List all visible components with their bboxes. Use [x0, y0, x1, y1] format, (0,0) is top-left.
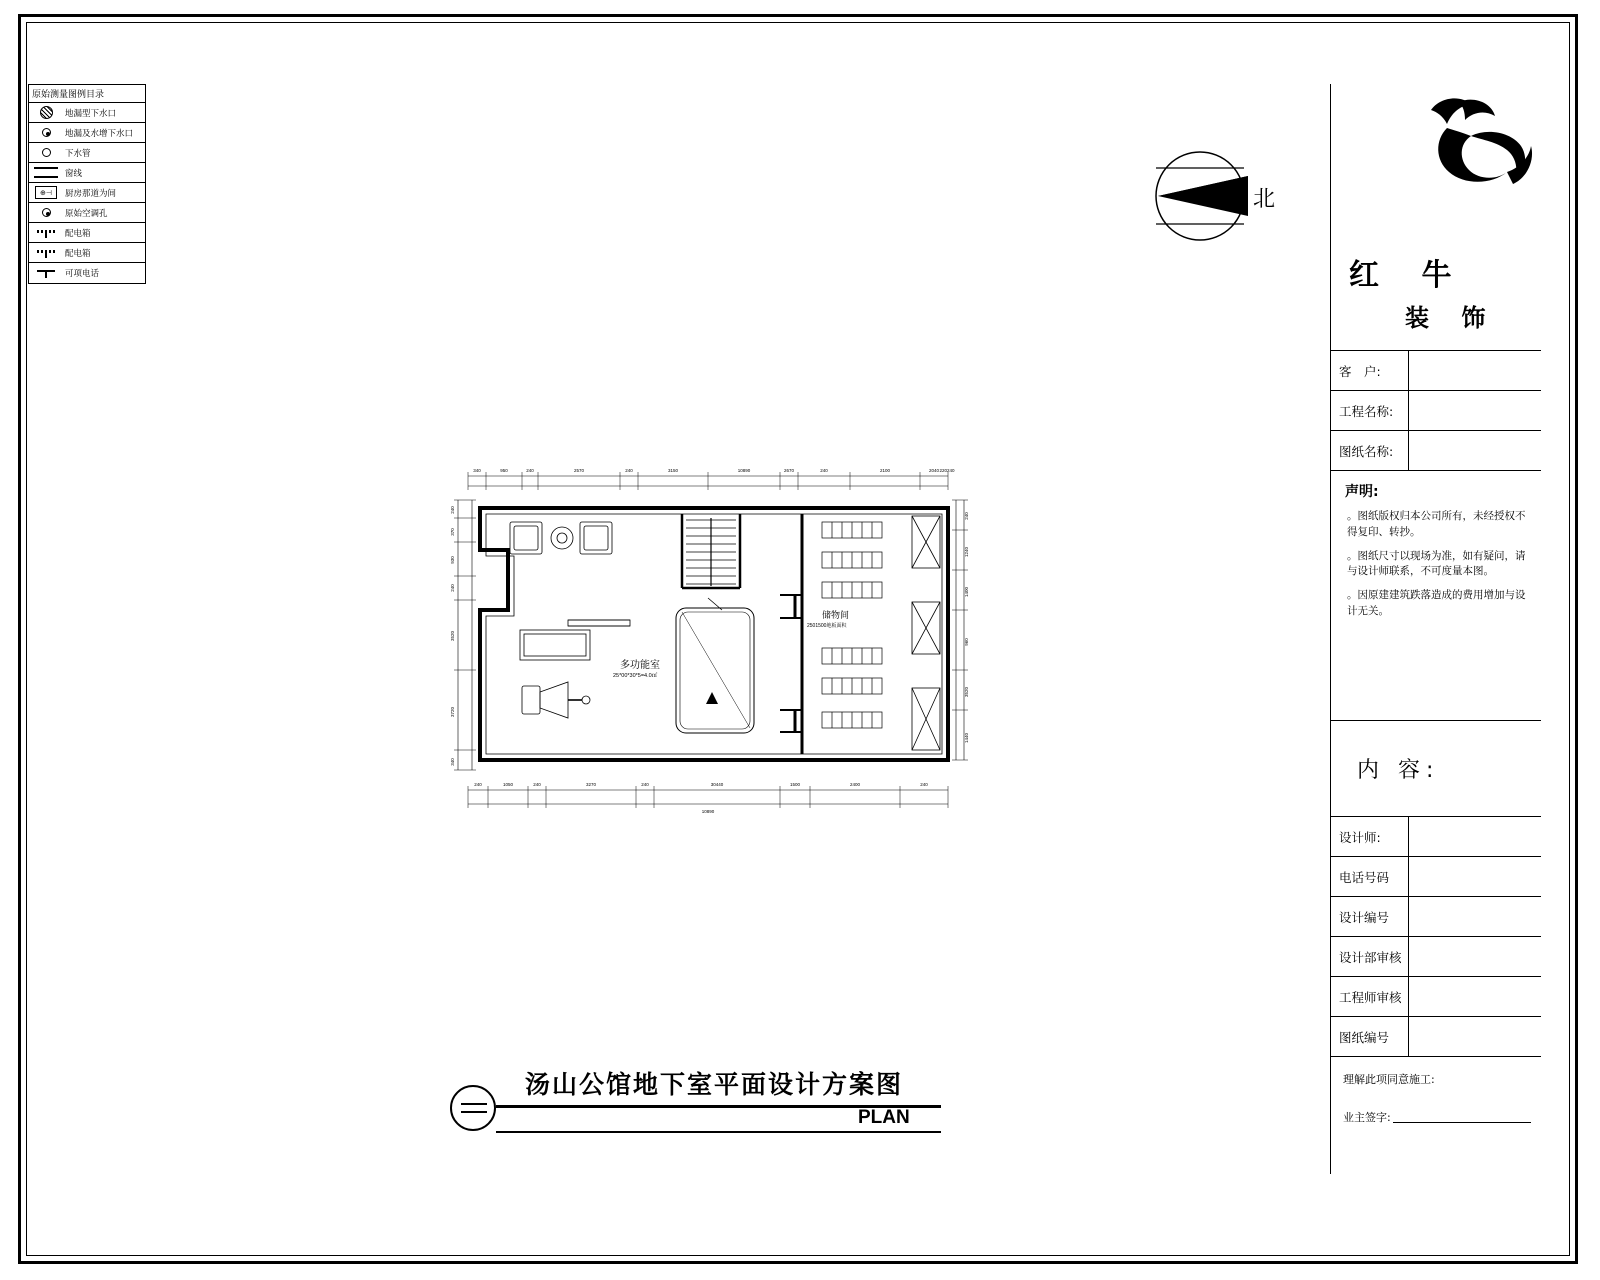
window-line-icon [29, 167, 64, 178]
svg-text:1240: 1240 [964, 546, 969, 558]
drain-wall-icon [29, 128, 64, 137]
legend-item [29, 163, 145, 183]
field-phone[interactable] [1331, 857, 1541, 897]
room-area-storage: 2501500地板面积 [807, 623, 847, 629]
signature-line[interactable] [1393, 1121, 1531, 1123]
company-name-line2: 装 饰 [1405, 304, 1498, 332]
drain-floor-icon [29, 106, 64, 119]
svg-text:240: 240 [820, 468, 828, 473]
svg-text:340: 340 [473, 468, 481, 473]
field-project-name-label: 工程名称: [1331, 391, 1409, 430]
svg-text:370: 370 [450, 528, 455, 536]
legend-item [29, 103, 145, 123]
title-rule-bottom [496, 1131, 941, 1133]
legend-item-label: 原始空调孔 [65, 207, 108, 218]
svg-text:30440: 30440 [710, 782, 724, 787]
field-drawing-no[interactable] [1331, 1017, 1541, 1057]
room-label-multifunction: 多功能室 [620, 660, 660, 671]
svg-text:240: 240 [526, 468, 534, 473]
svg-text:930: 930 [450, 556, 455, 564]
signature-block [1331, 1057, 1541, 1141]
field-drawing-no-label: 图纸编号 [1331, 1017, 1409, 1056]
svg-text:240: 240 [964, 512, 969, 520]
svg-text:3720: 3720 [450, 706, 455, 718]
svg-text:240: 240 [641, 782, 649, 787]
svg-text:240: 240 [474, 782, 482, 787]
svg-text:2100: 2100 [879, 468, 891, 473]
content-label: 内 容: [1331, 721, 1541, 817]
legend-item [29, 223, 145, 243]
svg-text:240: 240 [920, 782, 928, 787]
legend-item-label: 配电箱 [65, 247, 91, 258]
legend-item [29, 203, 145, 223]
field-design-no[interactable] [1331, 897, 1541, 937]
legend-item [29, 143, 145, 163]
legend-table [28, 84, 146, 284]
legend-item [29, 243, 145, 263]
legend-item-label: 配电箱 [65, 227, 91, 238]
company-name [1349, 250, 1529, 333]
legend-item [29, 123, 145, 143]
power-box-icon [29, 228, 64, 238]
field-design-review-label: 设计部审核 [1331, 937, 1409, 976]
svg-text:240: 240 [450, 506, 455, 514]
drawing-number-icon [450, 1085, 496, 1131]
svg-text:1050: 1050 [502, 782, 514, 787]
svg-text:240: 240 [450, 584, 455, 592]
disclaimer-title: 声明: [1345, 484, 1379, 500]
legend-title: 原始测量图例目录 [29, 85, 145, 103]
svg-text:10890: 10890 [701, 809, 715, 814]
svg-text:2670: 2670 [783, 468, 795, 473]
svg-text:10890: 10890 [737, 468, 751, 473]
svg-text:3150: 3150 [667, 468, 679, 473]
disclaimer-item: 。因原建建筑跌落造成的费用增加与设计无关。 [1347, 589, 1526, 617]
phone-outlet-icon [29, 268, 64, 278]
svg-text:950: 950 [500, 468, 508, 473]
legend-item-label: 可项电话 [65, 268, 100, 278]
legend-item-label: 厨房那道为间 [65, 187, 117, 198]
legend-item [29, 263, 145, 283]
legend-item [29, 183, 145, 203]
title-block [1330, 84, 1541, 1174]
svg-text:3520: 3520 [450, 630, 455, 642]
floor-plan-drawing [450, 460, 970, 820]
svg-text:960: 960 [964, 638, 969, 646]
signature-consent-text: 理解此项同意施工: [1343, 1073, 1435, 1086]
plan-title-cn: 汤山公馆地下室平面设计方案图 [525, 1070, 904, 1099]
disclaimer-block [1331, 471, 1541, 721]
svg-text:340: 340 [450, 758, 455, 766]
field-drawing-name[interactable] [1331, 431, 1541, 471]
signature-owner-label: 业主签字: [1343, 1111, 1391, 1124]
field-engineer-review-label: 工程师审核 [1331, 977, 1409, 1016]
room-area-multifunction: 25*00*30*5=4.0㎡ [613, 673, 658, 679]
north-label: 北 [1253, 187, 1276, 212]
field-client-label: 客 户: [1331, 351, 1409, 390]
field-designer-label: 设计师: [1331, 817, 1409, 856]
company-name-line1: 红 牛 [1349, 258, 1468, 293]
field-phone-label: 电话号码 [1331, 857, 1409, 896]
room-label-storage: 储物间 [822, 611, 850, 621]
plan-title-en: PLAN [858, 1107, 910, 1128]
svg-text:1440: 1440 [964, 732, 969, 744]
disclaimer-item: 。图纸尺寸以现场为准，如有疑问，请与设计师联系，不可度量本图。 [1347, 549, 1526, 578]
weak-box-icon [29, 248, 64, 258]
svg-text:2040: 2040 [928, 468, 940, 473]
field-design-no-label: 设计编号 [1331, 897, 1409, 936]
svg-text:3270: 3270 [585, 782, 597, 787]
field-drawing-name-label: 图纸名称: [1331, 431, 1409, 470]
ac-hole-icon [29, 208, 64, 217]
north-arrow-icon [1152, 148, 1256, 244]
legend-item-label: 地漏型下水口 [65, 107, 117, 118]
legend-item-label: 窗线 [65, 167, 83, 178]
field-engineer-review[interactable] [1331, 977, 1541, 1017]
svg-text:240: 240 [625, 468, 633, 473]
field-client[interactable] [1331, 351, 1541, 391]
svg-text:240: 240 [533, 782, 541, 787]
field-project-name[interactable] [1331, 391, 1541, 431]
svg-text:1500: 1500 [789, 782, 801, 787]
disclaimer-item: 。图纸版权归本公司所有，未经授权不得复印、转抄。 [1347, 510, 1526, 538]
svg-text:2400: 2400 [849, 782, 861, 787]
company-logo [1331, 84, 1541, 351]
field-designer[interactable] [1331, 817, 1541, 857]
field-design-review[interactable] [1331, 937, 1541, 977]
svg-text:1400: 1400 [964, 586, 969, 598]
sewer-pipe-icon [29, 148, 64, 157]
svg-text:3520: 3520 [964, 686, 969, 698]
plan-title-block [450, 1065, 950, 1135]
legend-item-label: 地漏及水增下水口 [65, 127, 134, 138]
kitchen-door-icon: ⊕⊣ [29, 186, 64, 199]
svg-text:220240: 220240 [939, 468, 955, 473]
svg-text:2570: 2570 [573, 468, 585, 473]
legend-item-label: 下水管 [65, 147, 91, 158]
